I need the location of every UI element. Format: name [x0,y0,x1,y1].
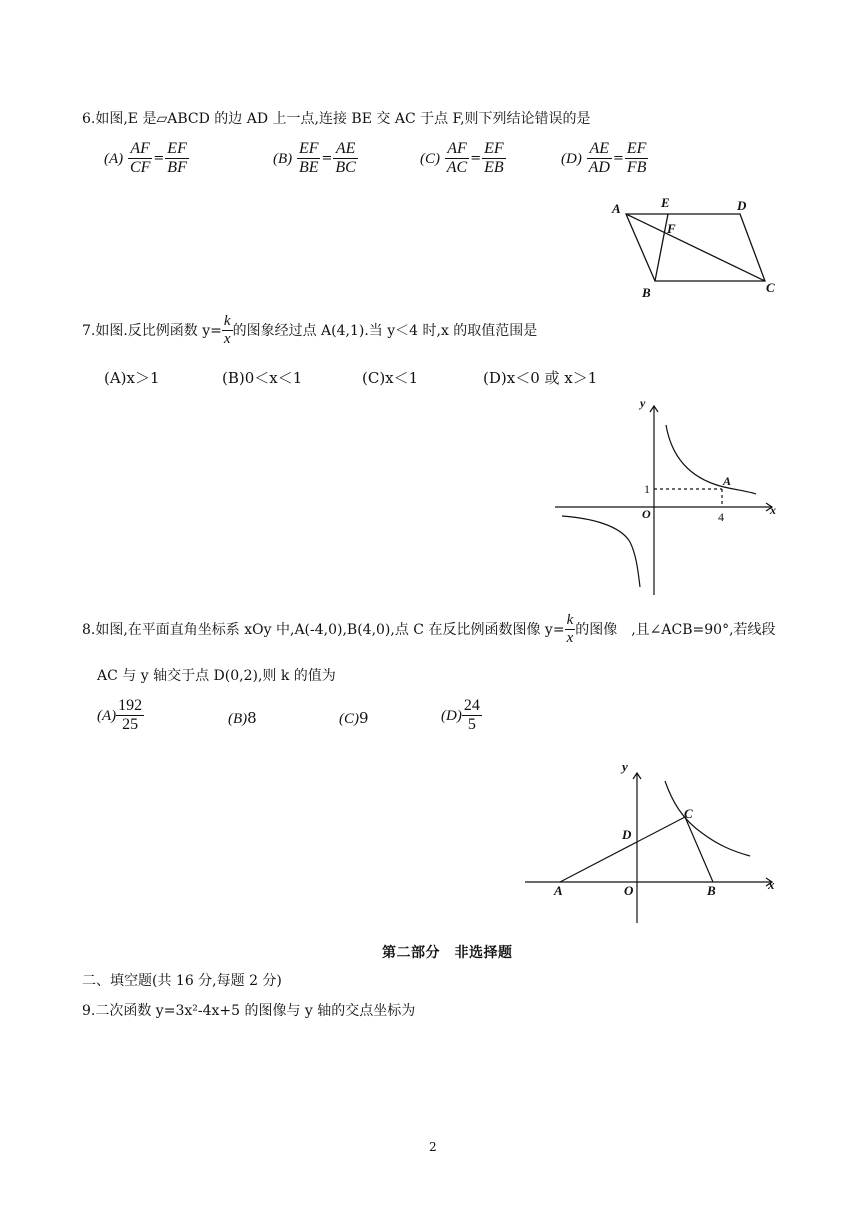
q7-option-c[interactable]: (C)x＜1 [362,369,419,387]
hyperbola-curve [665,781,750,856]
label-x: x [770,503,776,517]
label-o: O [624,883,634,898]
page-number: 2 [429,1140,437,1154]
section-heading-fill-blank: 二、填空题(共 16 分,每题 2 分) [82,973,282,989]
q6-parallelogram-figure [600,190,800,300]
tick-label-1: 1 [644,482,650,496]
q6-prompt: 6.如图,E 是▱ABCD 的边 AD 上一点,连接 BE 交 AC 于点 F,则下列结论错误的是 [82,111,591,127]
label-a: A [723,474,732,488]
label-a: A [612,201,621,216]
label-d: D [737,198,747,213]
q7-option-b[interactable]: (B)0＜x＜1 [222,369,303,387]
label-o: O [642,507,651,521]
q6-option-d[interactable]: (D) $\frac{AE}{AD}$ = $\frac{EF}{FB}$ [561,140,647,177]
label-y: y [622,759,628,774]
label-a: A [554,883,563,898]
q8-option-a[interactable]: (A) $\frac{192}{25}$ [97,697,143,734]
tick-label-4: 4 [718,510,724,524]
q7-option-d[interactable]: (D)x＜0 或 x＞1 [483,369,598,387]
label-b: B [642,285,651,300]
label-x: x [768,877,775,892]
q8-prompt-line2: AC 与 y 轴交于点 D(0,2),则 k 的值为 [97,668,336,684]
hyperbola-branch-right [666,425,756,494]
q7-hyperbola-figure [550,390,790,600]
q8-option-d[interactable]: (D) $\frac{24}{5}$ [441,697,480,734]
label-e: E [661,195,670,210]
hyperbola-branch-left [562,516,640,587]
segment-cb [685,817,713,882]
q8-prompt-line1: 8.如图,在平面直角坐标系 xOy 中,A(-4,0),B(4,0),点 C 在反比例函数图像 y= $\frac{k}{x}$ 的图像 ,且∠ACB=90°,若线段 [82,612,776,647]
label-y: y [640,396,646,410]
q7-prompt: 7.如图.反比例函数 y= $\frac{k}{x}$ 的图象经过点 A(4,1).当 y＜4 时,x 的取值范围是 [82,313,538,348]
q9-prompt: 9.二次函数 y=3x²-4x+5 的图像与 y 轴的交点坐标为 [82,1003,416,1019]
label-c: C [766,280,775,295]
q6-option-b[interactable]: (B) $\frac{EF}{BE}$ = $\frac{AE}{BC}$ [273,140,356,177]
label-d: D [622,827,632,842]
label-f: F [667,221,676,236]
q8-option-b[interactable]: (B)8 [228,709,257,727]
q6-option-c[interactable]: (C) $\frac{AF}{AC}$ = $\frac{EF}{EB}$ [420,140,504,177]
q7-option-a[interactable]: (A)x＞1 [104,369,160,387]
q8-option-c[interactable]: (C)9 [339,709,369,727]
label-b: B [707,883,716,898]
q8-coordinate-figure [520,755,785,930]
q6-option-a[interactable]: (A) $\frac{AF}{CF}$ = $\frac{EF}{BF}$ [104,140,187,177]
label-c: C [684,806,693,821]
part2-title: 第二部分 非选择题 [382,945,513,961]
